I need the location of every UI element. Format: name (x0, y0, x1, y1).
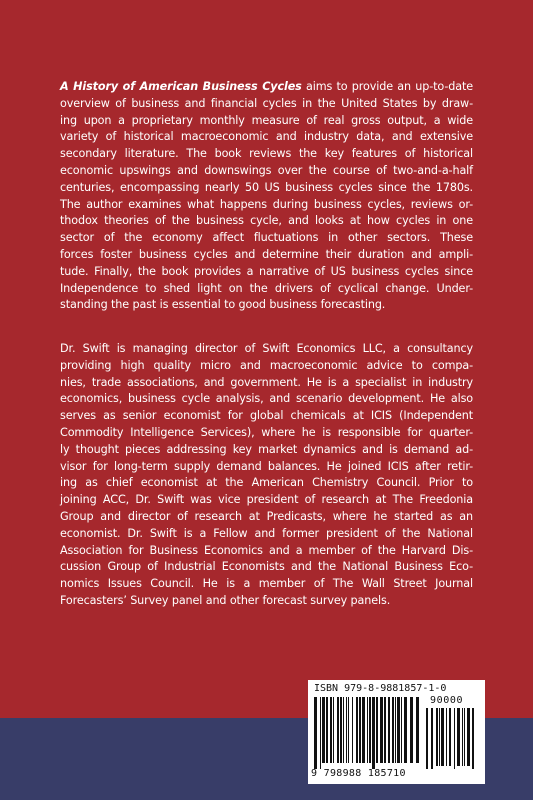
description-line: forces foster business cycles and determine their duration and ampli- (60, 247, 473, 261)
description-line: overview of business and financial cycles in the United States by draw- (60, 96, 473, 110)
description-line: secondary literature. The book reviews the key features of historical (60, 147, 473, 161)
description-line: Independence to shed light on the drivers of cyclical change. Under- (60, 281, 473, 295)
description-line: ing upon a proprietary monthly measure of real gross output, a wide (60, 113, 473, 127)
bio-line: economics, business cycle analysis, and scenario development. He also (60, 392, 473, 406)
bio-line: Group and director of research at Predicasts, where he started as an (60, 509, 473, 523)
bio-line: ly thought pieces addressing key market dynamics and is demand ad- (60, 442, 473, 456)
bio-line: nomics Issues Council. He is a member of The Wall Street Journal (60, 577, 473, 591)
description-line: sector of the economy affect fluctuations in other sectors. These (60, 231, 473, 245)
bio-line: nies, trade associations, and government. He is a specialist in industry (60, 375, 473, 389)
isbn-label: ISBN 979-8-9881857-1-0 (314, 683, 447, 694)
addon-barcode-bars (426, 708, 478, 769)
description-line: variety of historical macroeconomic and industry data, and extensive (60, 130, 473, 144)
bio-line: serves as senior economist for global chemicals at ICIS (Independent (60, 409, 473, 423)
description-line: economic upswings and downswings over the course of two-and-a-half (60, 163, 473, 177)
bio-line: joining ACC, Dr. Swift was vice president of research at The Freedonia (60, 493, 473, 507)
description-line: tude. Finally, the book provides a narrative of US business cycles since (60, 264, 473, 278)
book-description (60, 79, 473, 314)
bio-line: Dr. Swift is managing director of Swift Economics LLC, a consultancy (60, 342, 473, 355)
ean-digits: 9 798988 185710 (311, 768, 406, 779)
bio-line: providing high quality micro and macroeconomic advice to compa- (60, 358, 473, 372)
bio-line: ing as chief economist at the American Chemistry Council. Prior to (60, 476, 473, 490)
bio-line: Association for Business Economics and a member of the Harvard Dis- (60, 543, 473, 557)
isbn-barcode (308, 680, 485, 784)
bio-line: Forecasters’ Survey panel and other forecast survey panels. (60, 593, 391, 607)
description-line: The author examines what happens during business cycles, reviews or- (60, 197, 473, 211)
bio-line: cussion Group of Industrial Economists and the National Business Eco- (60, 560, 473, 574)
bio-line: visor for long-term supply demand balances. He joined ICIS after retir- (60, 459, 473, 473)
bio-line: economist. Dr. Swift is a Fellow and former president of the National (60, 526, 473, 540)
author-bio (60, 341, 473, 610)
description-line: standing the past is essential to good business forecasting. (60, 298, 386, 312)
barcode-addon-digits: 90000 (430, 695, 464, 706)
description-line: thodox theories of the business cycle, and looks at how cycles in one (60, 214, 473, 228)
book-title: A History of American Business Cycles (60, 80, 302, 93)
description-line: A History of American Business Cycles aims to provide an up-to-date (60, 80, 474, 93)
description-line: centuries, encompassing nearly 50 US business cycles since the 1780s. (60, 180, 473, 194)
ean-barcode-bars (314, 697, 422, 769)
bio-line: Commodity Intelligence Services), where he is responsible for quarter- (60, 425, 473, 439)
